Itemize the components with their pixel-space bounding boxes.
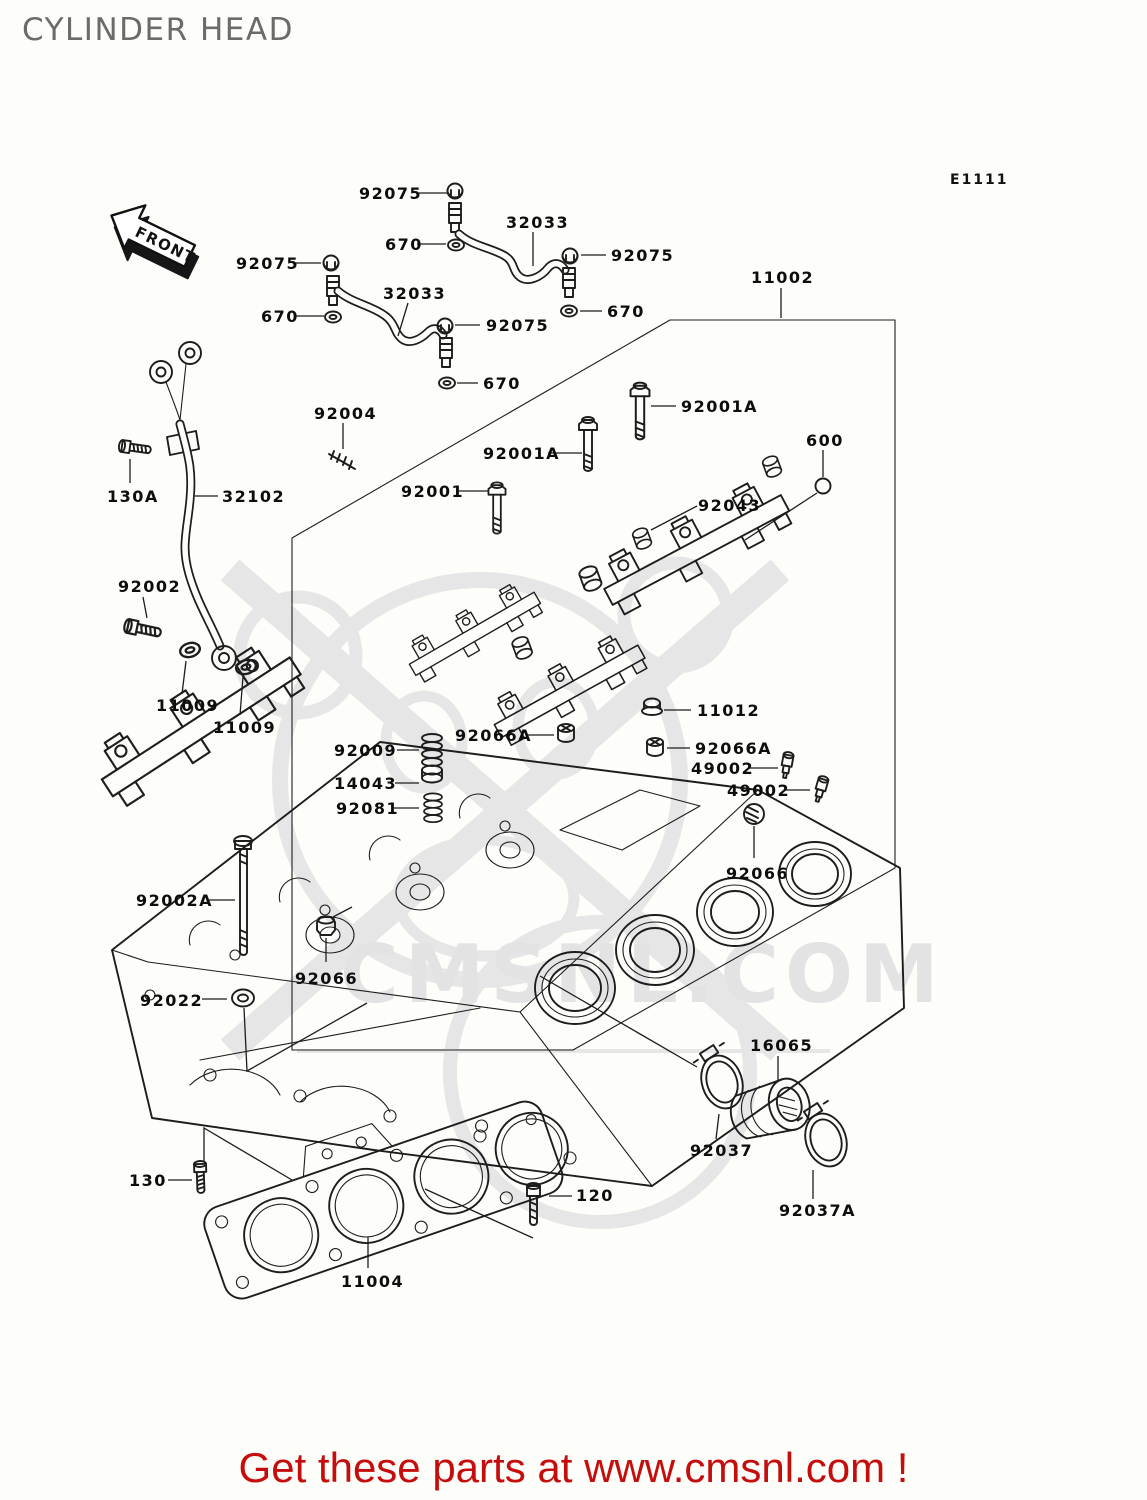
part-label-92043: 92043 <box>698 496 762 515</box>
part-label-670-3: 670 <box>261 307 299 326</box>
part-label-92066-2: 92066 <box>295 969 359 988</box>
page-title: CYLINDER HEAD <box>22 12 294 48</box>
part-label-92066-1: 92066 <box>726 864 790 883</box>
part-label-32033-2: 32033 <box>383 284 447 303</box>
diagram-code: E1111 <box>950 172 1009 188</box>
part-label-92002A: 92002A <box>136 891 214 910</box>
cmsnl-watermark <box>230 563 945 1222</box>
part-label-92004: 92004 <box>314 404 378 423</box>
part-label-92075-2: 92075 <box>611 246 675 265</box>
part-label-92009: 92009 <box>334 741 398 760</box>
footer-promo-text: Get these parts at www.cmsnl.com ! <box>238 1444 909 1491</box>
part-label-670-2: 670 <box>607 302 645 321</box>
part-label-11004: 11004 <box>341 1272 405 1291</box>
head-gasket-drawing <box>190 1065 581 1303</box>
part-label-92001A-1: 92001A <box>681 397 759 416</box>
part-label-92002: 92002 <box>118 577 182 596</box>
part-label-11009-2: 11009 <box>213 718 277 737</box>
part-label-49002-2: 49002 <box>727 781 791 800</box>
part-label-130: 130 <box>129 1171 167 1190</box>
part-label-120: 120 <box>576 1186 614 1205</box>
part-label-92001A-2: 92001A <box>483 444 561 463</box>
front-arrow-label: FRONT <box>132 222 199 268</box>
part-label-14043: 14043 <box>334 774 398 793</box>
part-label-670-4: 670 <box>483 374 521 393</box>
oil-pipe-32102-drawing <box>118 342 355 676</box>
part-label-92022: 92022 <box>140 991 204 1010</box>
part-label-670-1: 670 <box>385 235 423 254</box>
part-label-92066A-1: 92066A <box>455 726 533 745</box>
part-label-92075-4: 92075 <box>486 316 550 335</box>
front-direction-arrow <box>97 194 208 287</box>
part-label-92075-1: 92075 <box>359 184 423 203</box>
part-label-600: 600 <box>806 431 844 450</box>
watermark-text: CMSNL.COM <box>340 928 945 1021</box>
part-label-92075-3: 92075 <box>236 254 300 273</box>
part-label-32033-1: 32033 <box>506 213 570 232</box>
part-label-130A: 130A <box>107 487 159 506</box>
part-label-49002-1: 49002 <box>691 759 755 778</box>
part-label-32102: 32102 <box>222 487 286 506</box>
part-label-16065: 16065 <box>750 1036 814 1055</box>
part-label-92037A: 92037A <box>779 1201 857 1220</box>
part-label-92081: 92081 <box>336 799 400 818</box>
part-label-11009-1: 11009 <box>156 696 220 715</box>
part-label-92037: 92037 <box>690 1141 754 1160</box>
part-label-92066A-2: 92066A <box>695 739 773 758</box>
part-label-11002: 11002 <box>751 268 815 287</box>
part-label-92001: 92001 <box>401 482 465 501</box>
part-label-11012: 11012 <box>697 701 761 720</box>
